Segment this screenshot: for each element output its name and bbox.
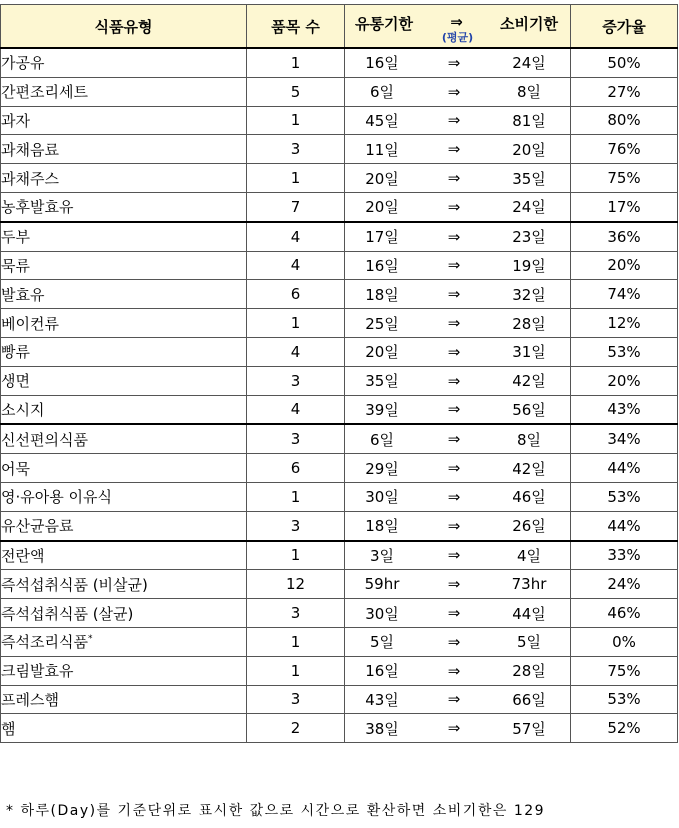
food-type-name: 생면 — [1, 372, 30, 391]
table-row — [1, 106, 678, 135]
table-row — [1, 164, 678, 193]
consumption-expiry-value: 56일 — [512, 400, 546, 419]
table-row — [1, 251, 678, 280]
food-type-cell — [1, 511, 247, 540]
table-row — [1, 192, 678, 221]
food-type-name: 어묵 — [1, 459, 30, 478]
table-row — [1, 656, 678, 685]
table-row — [1, 280, 678, 309]
distribution-expiry-value: 29일 — [365, 459, 399, 478]
arrow-icon: ⇒ — [447, 342, 461, 361]
arrow-icon: ⇒ — [447, 111, 461, 130]
consumption-expiry-value: 24일 — [512, 54, 546, 73]
item-count-cell: 3 — [247, 366, 345, 395]
consumption-expiry-value: 8일 — [516, 83, 542, 102]
item-count-cell: 2 — [247, 714, 345, 743]
expiry-cell — [345, 309, 571, 338]
food-type-name: 농후발효유 — [1, 198, 74, 217]
table-body — [1, 48, 678, 743]
arrow-icon: ⇒ — [447, 459, 461, 478]
food-type-name: 과채음료 — [1, 140, 59, 159]
table-row — [1, 511, 678, 540]
expiry-cell — [345, 714, 571, 743]
table-row — [1, 309, 678, 338]
increase-rate-cell: 33% — [571, 541, 678, 570]
table-row — [1, 570, 678, 599]
arrow-icon: ⇒ — [447, 82, 461, 101]
food-type-cell — [1, 599, 247, 628]
footnote-mark: * — [87, 634, 93, 645]
expiry-cell — [345, 395, 571, 424]
expiry-cell — [345, 164, 571, 193]
arrow-icon: ⇒ — [447, 430, 461, 449]
consumption-expiry-value: 81일 — [512, 111, 546, 130]
expiry-cell — [345, 541, 571, 570]
table-row — [1, 77, 678, 106]
expiry-cell — [345, 337, 571, 366]
consumption-expiry-value: 42일 — [512, 372, 546, 391]
increase-rate-cell: 80% — [571, 106, 678, 135]
table-row — [1, 454, 678, 483]
distribution-expiry-value: 59hr — [364, 575, 400, 594]
distribution-expiry-value: 18일 — [365, 517, 399, 536]
distribution-expiry-value: 5일 — [369, 633, 395, 652]
increase-rate-cell: 53% — [571, 337, 678, 366]
consumption-expiry-value: 28일 — [512, 662, 546, 681]
increase-rate-cell: 24% — [571, 570, 678, 599]
expiry-cell — [345, 685, 571, 714]
consumption-expiry-value: 28일 — [512, 314, 546, 333]
food-type-cell — [1, 482, 247, 511]
increase-rate-cell: 53% — [571, 482, 678, 511]
item-count-cell: 3 — [247, 685, 345, 714]
distribution-expiry-value: 6일 — [369, 430, 395, 449]
food-type-name: 소시지 — [1, 400, 45, 419]
consumption-expiry-value: 19일 — [512, 256, 546, 275]
arrow-icon: ⇒ — [447, 719, 461, 738]
arrow-icon: ⇒ — [447, 53, 461, 72]
food-type-cell — [1, 280, 247, 309]
table-row — [1, 222, 678, 251]
item-count-cell: 1 — [247, 627, 345, 656]
distribution-expiry-value: 18일 — [365, 285, 399, 304]
expiry-cell — [345, 454, 571, 483]
item-count-cell: 6 — [247, 454, 345, 483]
header-average-note: (평균) — [441, 31, 474, 44]
item-count-cell: 3 — [247, 135, 345, 164]
table-row — [1, 424, 678, 453]
food-type-name: 과자 — [1, 111, 30, 130]
item-count-cell: 5 — [247, 77, 345, 106]
distribution-expiry-value: 30일 — [365, 604, 399, 623]
table-header-row — [1, 5, 678, 49]
food-expiry-table — [0, 4, 678, 743]
consumption-expiry-value: 44일 — [512, 604, 546, 623]
increase-rate-cell: 17% — [571, 192, 678, 221]
consumption-expiry-value: 23일 — [512, 228, 546, 247]
item-count-cell: 1 — [247, 482, 345, 511]
consumption-expiry-value: 24일 — [512, 198, 546, 217]
distribution-expiry-value: 16일 — [365, 662, 399, 681]
arrow-icon: ⇒ — [447, 575, 461, 594]
expiry-cell — [345, 135, 571, 164]
arrow-icon: ⇒ — [447, 487, 461, 506]
table-row — [1, 685, 678, 714]
food-type-cell — [1, 164, 247, 193]
expiry-cell — [345, 656, 571, 685]
food-type-cell — [1, 424, 247, 453]
expiry-cell — [345, 48, 571, 77]
table-row — [1, 482, 678, 511]
increase-rate-cell: 46% — [571, 599, 678, 628]
item-count-cell: 3 — [247, 511, 345, 540]
header-consumption-expiry: 소비기한 — [500, 14, 558, 33]
increase-rate-cell: 53% — [571, 685, 678, 714]
arrow-icon: ⇒ — [447, 140, 461, 159]
arrow-icon: ⇒ — [447, 256, 461, 275]
food-type-name: 즉석섭취식품 (비살균) — [1, 575, 148, 594]
distribution-expiry-value: 20일 — [365, 343, 399, 362]
consumption-expiry-value: 31일 — [512, 343, 546, 362]
distribution-expiry-value: 17일 — [365, 228, 399, 247]
table-row — [1, 395, 678, 424]
item-count-cell: 1 — [247, 48, 345, 77]
expiry-cell — [345, 482, 571, 511]
distribution-expiry-value: 39일 — [365, 400, 399, 419]
item-count-cell: 1 — [247, 309, 345, 338]
table-row — [1, 366, 678, 395]
increase-rate-cell: 44% — [571, 511, 678, 540]
table-row — [1, 541, 678, 570]
arrow-icon: ⇒ — [447, 400, 461, 419]
consumption-expiry-value: 66일 — [512, 690, 546, 709]
distribution-expiry-value: 6일 — [369, 83, 395, 102]
item-count-cell: 3 — [247, 424, 345, 453]
food-type-cell — [1, 627, 247, 656]
distribution-expiry-value: 3일 — [369, 546, 395, 565]
food-type-cell — [1, 251, 247, 280]
increase-rate-cell: 36% — [571, 222, 678, 251]
increase-rate-cell: 27% — [571, 77, 678, 106]
item-count-cell: 3 — [247, 599, 345, 628]
food-type-cell — [1, 685, 247, 714]
consumption-expiry-value: 8일 — [516, 430, 542, 449]
consumption-expiry-value: 42일 — [512, 459, 546, 478]
arrow-icon: ⇒ — [447, 604, 461, 623]
distribution-expiry-value: 16일 — [365, 54, 399, 73]
header-arrow-icon: ⇒ — [450, 12, 463, 31]
increase-rate-cell: 0% — [571, 627, 678, 656]
distribution-expiry-value: 20일 — [365, 198, 399, 217]
food-type-cell — [1, 395, 247, 424]
food-type-name: 빵류 — [1, 343, 30, 362]
consumption-expiry-value: 26일 — [512, 517, 546, 536]
item-count-cell: 1 — [247, 164, 345, 193]
food-type-cell — [1, 656, 247, 685]
food-type-name: 햄 — [1, 719, 16, 738]
food-type-name: 두부 — [1, 228, 30, 247]
distribution-expiry-value: 35일 — [365, 372, 399, 391]
consumption-expiry-value: 35일 — [512, 169, 546, 188]
increase-rate-cell: 50% — [571, 48, 678, 77]
arrow-icon: ⇒ — [447, 661, 461, 680]
increase-rate-cell: 74% — [571, 280, 678, 309]
increase-rate-cell: 76% — [571, 135, 678, 164]
consumption-expiry-value: 73hr — [511, 575, 547, 594]
header-item-count: 품목 수 — [247, 5, 345, 49]
food-type-cell — [1, 337, 247, 366]
food-type-name: 전란액 — [1, 546, 45, 565]
expiry-cell — [345, 511, 571, 540]
food-type-name: 유산균음료 — [1, 517, 74, 536]
food-type-name: 간편조리세트 — [1, 83, 88, 102]
expiry-cell — [345, 599, 571, 628]
item-count-cell: 12 — [247, 570, 345, 599]
item-count-cell: 4 — [247, 337, 345, 366]
item-count-cell: 7 — [247, 192, 345, 221]
item-count-cell: 6 — [247, 280, 345, 309]
increase-rate-cell: 44% — [571, 454, 678, 483]
expiry-cell — [345, 77, 571, 106]
table-row — [1, 135, 678, 164]
table-row — [1, 714, 678, 743]
distribution-expiry-value: 38일 — [365, 719, 399, 738]
distribution-expiry-value: 25일 — [365, 314, 399, 333]
consumption-expiry-value: 5일 — [516, 633, 542, 652]
consumption-expiry-value: 32일 — [512, 285, 546, 304]
arrow-icon: ⇒ — [447, 632, 461, 651]
expiry-cell — [345, 570, 571, 599]
food-type-name: 베이컨류 — [1, 314, 59, 333]
increase-rate-cell: 20% — [571, 251, 678, 280]
item-count-cell: 1 — [247, 106, 345, 135]
table-row — [1, 48, 678, 77]
food-type-name: 발효유 — [1, 285, 45, 304]
food-type-cell — [1, 541, 247, 570]
arrow-icon: ⇒ — [447, 371, 461, 390]
item-count-cell: 4 — [247, 395, 345, 424]
increase-rate-cell: 75% — [571, 164, 678, 193]
table-row — [1, 599, 678, 628]
food-type-cell — [1, 454, 247, 483]
consumption-expiry-value: 20일 — [512, 140, 546, 159]
food-type-name: 즉석조리식품 — [1, 633, 88, 652]
item-count-cell: 4 — [247, 222, 345, 251]
expiry-cell — [345, 222, 571, 251]
distribution-expiry-value: 43일 — [365, 690, 399, 709]
increase-rate-cell: 52% — [571, 714, 678, 743]
arrow-icon: ⇒ — [447, 516, 461, 535]
food-type-name: 신선편의식품 — [1, 430, 88, 449]
increase-rate-cell: 43% — [571, 395, 678, 424]
food-type-name: 가공유 — [1, 54, 45, 73]
expiry-cell — [345, 106, 571, 135]
food-type-cell — [1, 106, 247, 135]
item-count-cell: 1 — [247, 656, 345, 685]
footnote: * 하루(Day)를 기준단위로 표시한 값으로 시간으로 환산하면 소비기한은 129 — [6, 803, 546, 819]
header-distribution-expiry: 유통기한 — [355, 14, 413, 33]
header-food-type: 식품유형 — [1, 5, 247, 49]
expiry-cell — [345, 366, 571, 395]
expiry-cell — [345, 280, 571, 309]
header-increase-rate: 증가율 — [571, 5, 678, 49]
increase-rate-cell: 12% — [571, 309, 678, 338]
consumption-expiry-value: 57일 — [512, 719, 546, 738]
increase-rate-cell: 34% — [571, 424, 678, 453]
arrow-icon: ⇒ — [447, 227, 461, 246]
arrow-icon: ⇒ — [447, 285, 461, 304]
distribution-expiry-value: 20일 — [365, 169, 399, 188]
food-type-name: 과채주스 — [1, 169, 59, 188]
distribution-expiry-value: 45일 — [365, 111, 399, 130]
food-type-cell — [1, 366, 247, 395]
distribution-expiry-value: 11일 — [365, 140, 399, 159]
food-type-name: 묵류 — [1, 256, 30, 275]
food-type-cell — [1, 309, 247, 338]
arrow-icon: ⇒ — [447, 546, 461, 565]
expiry-cell — [345, 627, 571, 656]
expiry-cell — [345, 251, 571, 280]
distribution-expiry-value: 16일 — [365, 256, 399, 275]
consumption-expiry-value: 4일 — [516, 546, 542, 565]
expiry-cell — [345, 424, 571, 453]
food-type-name: 즉석섭취식품 (살균) — [1, 604, 134, 623]
food-type-cell — [1, 192, 247, 221]
food-type-cell — [1, 77, 247, 106]
arrow-icon: ⇒ — [447, 314, 461, 333]
food-type-cell — [1, 135, 247, 164]
arrow-icon: ⇒ — [447, 197, 461, 216]
table-row — [1, 337, 678, 366]
table-row — [1, 627, 678, 656]
food-type-cell — [1, 570, 247, 599]
food-type-cell — [1, 714, 247, 743]
increase-rate-cell: 20% — [571, 366, 678, 395]
food-type-name: 프레스햄 — [1, 690, 59, 709]
increase-rate-cell: 75% — [571, 656, 678, 685]
arrow-icon: ⇒ — [447, 169, 461, 188]
food-type-name: 크림발효유 — [1, 662, 74, 681]
food-type-cell — [1, 222, 247, 251]
arrow-icon: ⇒ — [447, 690, 461, 709]
consumption-expiry-value: 46일 — [512, 488, 546, 507]
food-type-name: 영·유아용 이유식 — [1, 488, 112, 507]
food-type-cell — [1, 48, 247, 77]
header-expiry — [345, 5, 571, 49]
expiry-cell — [345, 192, 571, 221]
distribution-expiry-value: 30일 — [365, 488, 399, 507]
item-count-cell: 1 — [247, 541, 345, 570]
item-count-cell: 4 — [247, 251, 345, 280]
